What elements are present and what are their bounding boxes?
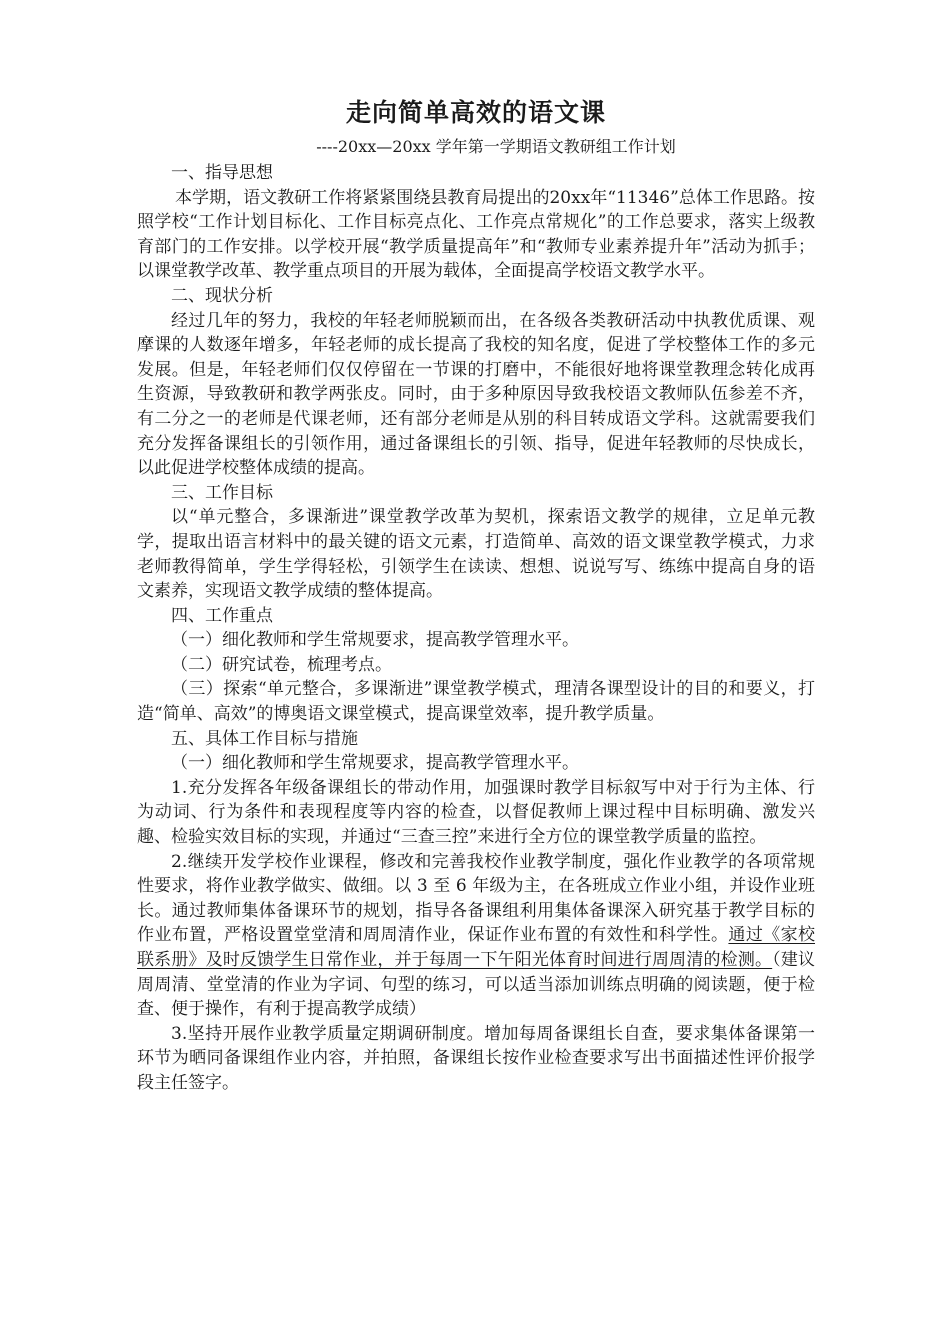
measures-subheading-1: （一）细化教师和学生常规要求，提高教学管理水平。 (171, 753, 579, 774)
section-heading-guiding-thought: 一、指导思想 (171, 163, 273, 183)
focus-item-3: （三）探索“单元整合，多课渐进”课堂教学模式，理清各课型设计的目的和要义，打造“简单、高效”的博奥语文课堂模式，提高课堂效率，提升教学质量。 (137, 679, 815, 725)
measure-2-underlined-text: 通过《家校联系册》及时反馈学生日常作业，并于每周一下午阳光体育时间进行周周清的检测。 (137, 925, 816, 970)
focus-item-1: （一）细化教师和学生常规要求，提高教学管理水平。 (171, 630, 579, 651)
document-subtitle: ----20xx—20xx 学年第一学期语文教研组工作计划 (316, 137, 676, 156)
measure-2-text: 2.继续开发学校作业课程，修改和完善我校作业教学制度，强化作业教学的各项常规性要求，将作业教学做实、做细。以 3 至 6 年级为主，在各班成立作业小组，并设作业班长。通过教师集体备课环节的规划，指导各备课组利用集体备课深入研究基于教学目标的作业布置，严格设置堂堂清和周周清作业，保证作业布置的有效性和科学性。 (137, 851, 815, 946)
measure-paragraph-1: 1.充分发挥各年级备课组长的带动作用，加强课时教学目标叙写中对于行为主体、行为动词、行为条件和表现程度等内容的检查，以督促教师上课过程中目标明确、激发兴趣、检验实效目标的实现，并通过“三查三控”来进行全方位的课堂教学质量的监控。 (137, 777, 815, 848)
document-body (137, 96, 815, 1096)
measure-paragraph-3: 3.坚持开展作业教学质量定期调研制度。增加每周备课组长自查，要求集体备课第一环节为晒同备课组作业内容，并拍照，备课组长按作业检查要求写出书面描述性评价报学段主任签字。 (137, 1023, 815, 1093)
section-heading-status-analysis: 二、现状分析 (171, 285, 273, 306)
section-heading-measures: 五、具体工作目标与措施 (171, 728, 358, 749)
measure-2-note: （建议周周清、堂堂清的作业为字词、句型的练习，可以适当添加训练点明确的阅读题，便于检查、便于操作，有利于提高教学成绩） (137, 950, 816, 1020)
focus-item-2: （二）研究试卷，梳理考点。 (171, 654, 392, 675)
paragraph-work-goals: 以“单元整合，多课渐进”课堂教学改革为契机，探索语文教学的规律，立足单元教学，提取出语言材料中的最关键的语文元素，打造简单、高效的语文课堂教学模式，力求老师教得简单，学生学得轻松，引领学生在读读、想想、说说写写、练练中提高自身的语文素养，实现语文教学成绩的整体提高。 (137, 507, 815, 602)
document-title: 走向简单高效的语文课 (345, 98, 606, 127)
paragraph-status-analysis: 经过几年的努力，我校的年轻老师脱颖而出，在各级各类教研活动中执教优质课、观摩课的人数逐年增多，年轻老师的成长提高了我校的知名度，促进了学校整体工作的多元发展。但是，年轻老师们仅仅停留在一节课的打磨中，不能很好地将课堂教理念转化成再生资源，导致教研和教学两张皮。同时，由于多种原因导致我校语文教师队伍参差不齐，有二分之一的老师是代课老师，还有部分老师是从别的科目转成语文学科。这就需要我们充分发挥备课组长的引领作用，通过备课组长的引领、指导，促进年轻教师的尽快成长，以此促进学校整体成绩的提高。 (137, 310, 815, 479)
section-heading-work-focus: 四、工作重点 (171, 605, 273, 626)
section-heading-work-goals: 三、工作目标 (171, 482, 273, 503)
measure-paragraph-2 (137, 850, 815, 1022)
paragraph-guiding-thought: 本学期，语文教研工作将紧紧围绕县教育局提出的20xx年“11346”总体工作思路。按照学校“工作计划目标化、工作目标亮点化、工作亮点常规化”的工作总要求，落实上级教育部门的工作安排。以学校开展“教学质量提高年”和“教师专业素养提升年”活动为抓手；以课堂教学改革、教学重点项目的开展为载体，全面提高学校语文教学水平。 (137, 187, 815, 282)
